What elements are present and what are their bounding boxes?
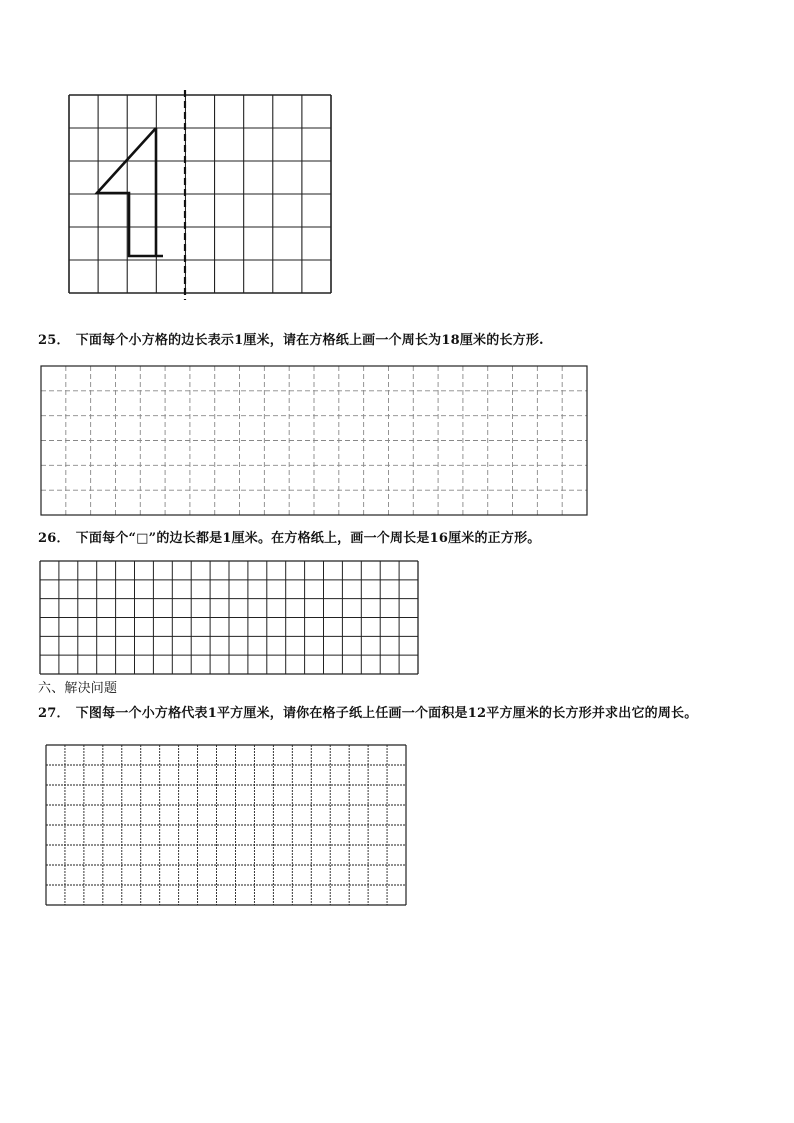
symmetry-grid-figure	[60, 88, 340, 304]
grid-paper-27	[45, 744, 409, 908]
question-26	[38, 531, 540, 547]
grid-26-lines	[40, 561, 418, 674]
question-25	[38, 333, 544, 349]
question-25-text: 下面每个小方格的边长表示1厘米，请在方格纸上画一个周长为18厘米的长方形.	[75, 333, 544, 348]
grid-27-lines	[46, 745, 406, 905]
question-26-number: 26．	[38, 531, 70, 546]
grid-paper-26	[39, 560, 421, 676]
question-27-number: 27．	[38, 706, 70, 721]
half-digit-four-shape	[97, 128, 163, 256]
section-heading	[38, 681, 117, 697]
question-26-text: 下面每个“□”的边长都是1厘米。在方格纸上，画一个周长是16厘米的正方形。	[75, 531, 541, 546]
grid-25-dashed-lines	[41, 366, 587, 515]
grid-paper-25	[40, 365, 590, 517]
section-heading-text: 六、解决问题	[38, 681, 118, 696]
question-27-text: 下图每一个小方格代表1平方厘米，请你在格子纸上任画一个面积是12平方厘米的长方形并求出它的周长。	[75, 706, 698, 721]
question-25-number: 25．	[38, 333, 70, 348]
question-27	[38, 706, 697, 722]
